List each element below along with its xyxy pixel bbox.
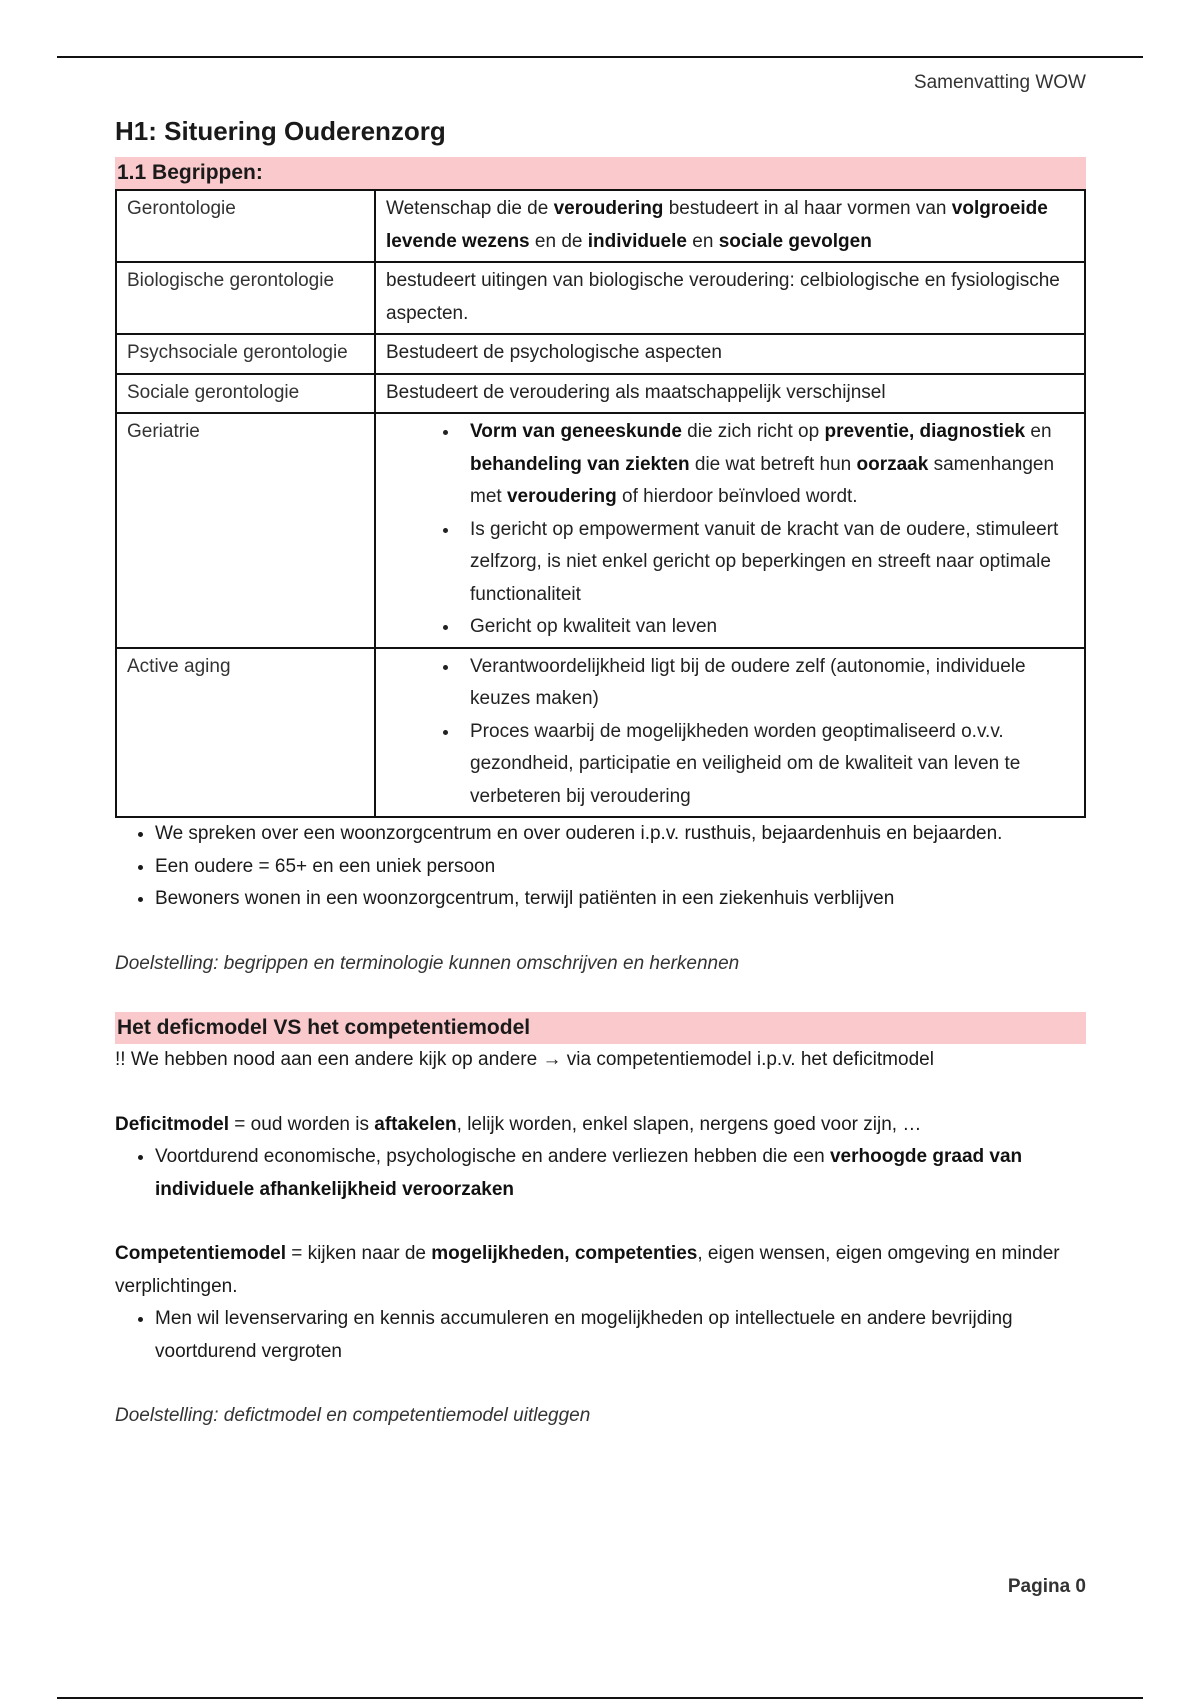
bold-run: oorzaak [856, 453, 929, 475]
term-cell: Active aging [116, 648, 375, 818]
bullet-list [386, 416, 1075, 644]
table-row [116, 648, 1085, 818]
goal-statement: Doelstelling: defictmodel en competentiemodel uitleggen [115, 1405, 591, 1426]
bold-run: Vorm van geneeskunde [470, 421, 682, 442]
table-row [116, 413, 1085, 648]
section-heading-begrippen: 1.1 Begrippen: [115, 157, 1086, 189]
list-item: • Een oudere = 65+ en een uniek persoon [155, 851, 1086, 884]
text-run: en [1025, 421, 1052, 442]
list-item: • Is gericht op empowerment vanuit de kracht van de oudere, stimuleert zelfzorg, is niet enkel gericht op beperkingen en streeft naar optimale functionaliteit [460, 514, 1075, 612]
definition-cell: Bestudeert de veroudering als maatschappelijk verschijnsel [375, 374, 1085, 414]
bullet-list [386, 651, 1075, 814]
text-run: , eigen wensen, eigen omgeving en minder verplichtingen. [115, 1243, 1060, 1297]
table-row [116, 262, 1085, 334]
bold-run: sociale gevolgen [718, 230, 872, 252]
table-row [116, 190, 1085, 262]
definition-cell: Bestudeert de psychologische aspecten [375, 334, 1085, 374]
bold-run: individuele [587, 230, 687, 252]
goal-statement: Doelstelling: begrippen en terminologie kunnen omschrijven en herkennen [115, 952, 740, 974]
page-number: Pagina 0 [1007, 1576, 1086, 1597]
bold-run: veroudering [553, 198, 664, 219]
list-item: • Bewoners wonen in een woonzorgcentrum, terwijl patiënten in een ziekenhuis verblijven [155, 883, 1086, 916]
bold-run: mogelijkheden, competenties [431, 1243, 698, 1264]
text-run: en de [529, 230, 588, 252]
text-run: = oud worden is [229, 1113, 375, 1135]
bold-run: volgroeide levende wezens [386, 198, 1048, 252]
header-rule [57, 56, 1143, 58]
intro-paragraph: !! We hebben nood aan een andere kijk op andere → via competentiemodel i.p.v. het deficitmodel [115, 1049, 934, 1070]
bold-run: preventie, diagnostiek [824, 421, 1026, 442]
list-item: • Proces waarbij de mogelijkheden worden geoptimaliseerd o.v.v. gezondheid, participatie en veiligheid om de kwaliteit van leven te verbeteren bij veroudering [460, 716, 1075, 814]
term-cell: Gerontologie [116, 190, 375, 262]
list-item [460, 416, 1075, 514]
list-item: • We spreken over een woonzorgcentrum en over ouderen i.p.v. rusthuis, bejaardenhuis en bejaarden. [155, 818, 1086, 851]
table-row [116, 374, 1085, 414]
text-run: of hierdoor beïnvloed wordt. [616, 486, 858, 507]
term-cell: Sociale gerontologie [116, 374, 375, 414]
definitions-table [115, 189, 1086, 818]
list-item: • Men wil levenservaring en kennis accumuleren en mogelijkheden op intellectuele en andere bevrijding voortdurend vergroten [155, 1303, 1086, 1368]
deficit-list [115, 1141, 1086, 1206]
definition-cell [375, 648, 1085, 818]
list-item: • Verantwoordelijkheid ligt bij de oudere zelf (autonomie, individuele keuzes maken) [460, 651, 1075, 716]
deficit-paragraph [115, 1109, 1086, 1142]
text-run: , lelijk worden, enkel slapen, nergens goed voor zijn, … [456, 1113, 922, 1135]
term-cell: Geriatrie [116, 413, 375, 648]
text-run: samenhangen met [470, 453, 1055, 507]
text-run: die wat betreft hun [689, 453, 857, 475]
text-run: Voortdurend economische, psychologische en andere verliezen hebben die een [155, 1146, 830, 1167]
bold-run: veroudering [506, 486, 617, 507]
definition-cell: bestudeert uitingen van biologische veroudering: celbiologische en fysiologische aspecten. [375, 262, 1085, 334]
text-run: = kijken naar de [286, 1243, 432, 1264]
definition-cell [375, 190, 1085, 262]
list-item [155, 1141, 1086, 1206]
text-run: die zich richt op [681, 421, 825, 442]
term-cell: Psychsociale gerontologie [116, 334, 375, 374]
bold-run: Deficitmodel [115, 1113, 230, 1135]
competentie-paragraph [115, 1238, 1086, 1303]
section-heading-models: Het deficmodel VS het competentiemodel [115, 1012, 1086, 1044]
bold-run: behandeling van ziekten [470, 453, 690, 475]
bold-run: verhoogde graad van individuele afhankelijkheid veroorzaken [155, 1146, 1023, 1200]
table-row [116, 334, 1085, 374]
definition-cell [375, 413, 1085, 648]
text-run: en [686, 230, 719, 252]
bold-run: aftakelen [374, 1113, 457, 1135]
list-item: • Gericht op kwaliteit van leven [460, 611, 1075, 644]
term-cell: Biologische gerontologie [116, 262, 375, 334]
chapter-title: H1: Situering Ouderenzorg [115, 116, 446, 146]
bold-run: Competentiemodel [115, 1243, 287, 1264]
page-content [115, 116, 1086, 1433]
text-run: bestudeert in al haar vormen van [663, 198, 952, 219]
notes-list [115, 818, 1086, 916]
competentie-list [115, 1303, 1086, 1368]
text-run: Wetenschap die de [386, 198, 554, 219]
running-header: Samenvatting WOW [913, 72, 1086, 93]
footer-rule [57, 1697, 1143, 1699]
